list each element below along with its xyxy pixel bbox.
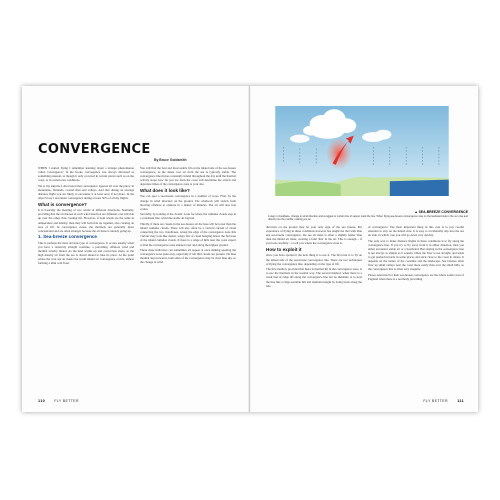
body-paragraph: You will find the best and most usable lift on the inland side of the sea-breeze convergence, as the dense cool air from the sea is typically stable. The convergence line moves constantly inland throughout the day until the thermal activity stops: how far you are from the coast will determine the arrival and departure times of the convergence zone at your site. — [140, 166, 236, 187]
article-byline: By Bruce Goldsmith — [154, 158, 187, 162]
left-page-column-2 — [140, 166, 236, 266]
body-paragraph: This is perhaps the most obvious type of convergence. It occurs usually when you have a relatively straight coastline, a prevailing, offshore wind and thermal activity inland. As the land warms up and convection starts, so the high density air from the sea is drawn inland to take its place. At the point where the cool sea air meets the warm inland air convergence occurs, almost forming a mini cold front. — [38, 240, 134, 266]
left-page — [22, 86, 250, 412]
body-paragraph: Once you have spotted it the next thing is to use it. The first rule is to fly on the inland side of the sea-breeze convergence line. There are two techniques of flying the convergence line, depending on the type of lift. — [266, 253, 362, 266]
section-heading: What does it look like? — [140, 187, 190, 193]
magazine-name-left: FLY BETTER — [54, 399, 79, 403]
magazine-spread — [22, 86, 478, 412]
body-paragraph: WHEN I started flying I remember learning about a strange phenomenon called 'convergence'. In the books, convergence was always discussed as something unusual, as though it only occurred in certain places such as on the coast, or in certain rare conditions. — [38, 166, 134, 183]
sea — [390, 180, 449, 196]
body-paragraph: These three indicators can sometimes all appear at once making spotting the convergence zone quite easy, especially if tall thin clouds are present. On blue thermal days however, both sides of the convergence may be clear blue sky, so the change in wind — [140, 248, 236, 265]
section-heading: What is convergence? — [38, 201, 87, 207]
body-paragraph: of convergence. The most important thing in this case is to pay careful attention to stay on the inland side. It is easy to accidentally slip into the sea air side, in which case you will go down very quickly. — [368, 225, 464, 238]
hills — [275, 181, 340, 196]
right-page-column-1 — [266, 225, 362, 289]
right-folio — [423, 399, 464, 403]
section-heading: How to exploit it — [266, 246, 302, 252]
left-page-column-1 — [38, 166, 134, 267]
page-number-right: 111 — [457, 399, 464, 403]
body-paragraph: Places renowned for their sea-breeze convergence are the whole south coast of England when there is a northerly prevailing — [368, 273, 464, 282]
left-folio — [38, 399, 79, 403]
body-paragraph: direction on the ground may be your only sign of the sea breeze. My experience of flying in these conditions however has taught me that with blue sky sea-breeze convergence, the sea air mass is often a slightly hazier blue than the inland air mass, creating a faint 'line' in the air. This is enough – if you look carefully – to tell you where the convergence zone is. — [266, 225, 362, 246]
body-paragraph: Thirdly, if there are clouds in the sea-breeze air the base will be lower than the inland cumulus clouds. There will also often be a vertical curtain of cloud connecting the two cloudbases. Along the edge of the convergence zone this 'curtain' may look like darker, wispy bits of cloud hanging below the flat base of the inland cumulus clouds. If there is a range of hills near the coast expect to find the convergence zone situated over and along the highest ground. — [140, 222, 236, 247]
body-paragraph: The only way to make distance flights in these conditions is to fly along the convergence line. If you try to fly away from it in either direction, then you either encounter stable air or a headwind. But staying in the convergence line is not always as simple as it sounds. Often the 'line' is not straight, and tends to get pushed inwards in some places and stick close to the coast in others. It depends on the nature of the coastline and the landscape. Sea breezes often flow up small valleys near the coast more easily than over the small hills, so the convergence line is often very irregular. — [368, 238, 464, 272]
section-heading: 1. Sea-breeze convergence — [38, 234, 97, 240]
body-paragraph: Secondly, by looking at the clouds. Look for where the cumulus clouds stop in a consistent line, with blue stable air beyond. — [140, 212, 236, 221]
page-number-left: 110 — [38, 399, 46, 403]
body-paragraph: You can spot a sea-breeze convergence in a number of ways. First, by the change in wind direction on the ground. The windsock will switch from blowing offshore to onshore in a matter of minutes. The air will also feel cooler. — [140, 194, 236, 211]
figure-caption: A step in cloudbase, change in wind direction and a ragged or curtain line of vapour mark the line. When flying sea-breeze convergence stay on the landward side in the sun rise and directly into the marble, making you an — [268, 215, 468, 222]
body-paragraph: It is basically the meeting of two winds of different directions. Normally, providing that the air masses in each wind direction are different, one will ride up over the other, thus creating lift. However, if both winds are the same in temperature and density, then they will both ride up together, also creating an area of lift. In convergence zones, the thermals are generally more concentrated and are often stronger because the air mass is already going up. — [38, 208, 134, 233]
sea-breeze-diagram — [256, 106, 468, 196]
body-paragraph: The first method, provided that there is thermal lift in the convergence zone, is to use the thermals in the normal way. The second method, when there is a weak line of ridge lift along the convergence line but no thermals, is to treat the line like a ridge-soarable hill and maintain height by doing beats along the line — [266, 267, 362, 288]
article-headline: CONVERGENCE — [38, 142, 151, 157]
spine-gutter — [248, 86, 252, 412]
figure-title: ▲ SEA-BREEZE CONVERGENCE — [414, 210, 468, 214]
right-page — [250, 86, 478, 412]
right-page-column-2 — [368, 225, 464, 283]
body-paragraph: Yet to my surprise I discovered that convergence appears all over the place: in mountains, flatlands, coastal sites and valleys. And that during an average distance flight you are likely to encounter it at least once if not more. In the Alps I'd say I encounter convergence during at least 50% of all my flights. — [38, 183, 134, 201]
magazine-name-right: FLY BETTER — [423, 399, 448, 403]
